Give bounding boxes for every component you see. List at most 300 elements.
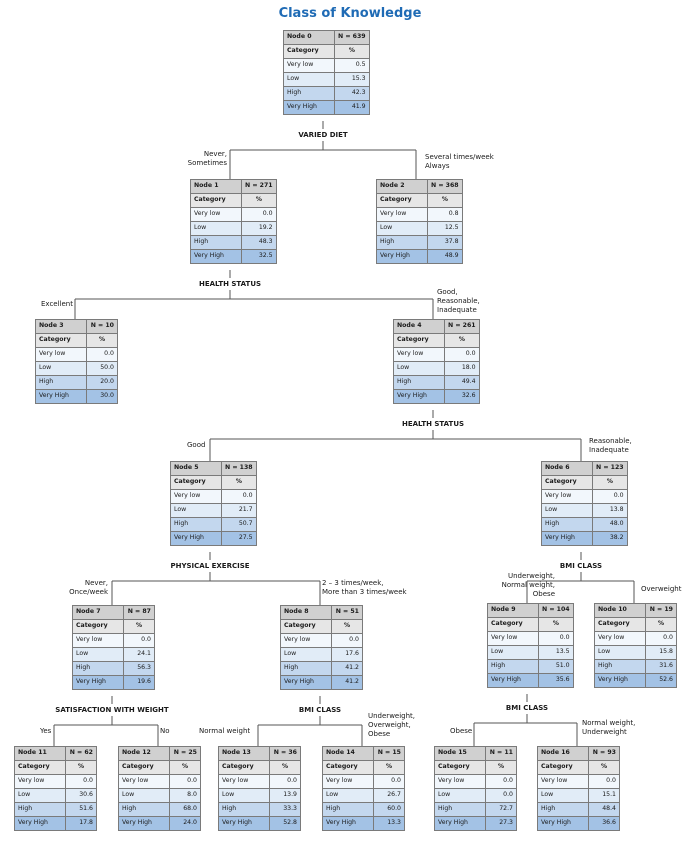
category-percent: 20.0 (87, 376, 118, 390)
category-row (284, 59, 370, 73)
node-header-row (219, 747, 301, 761)
category-column-header: Category (538, 761, 589, 775)
split-variable: VARIED DIET (298, 131, 348, 139)
node-column-header-row (15, 761, 97, 775)
node-column-header-row (191, 194, 277, 208)
node-column-header-row (281, 620, 363, 634)
node-label: Node 10 (595, 604, 646, 618)
tree-node (537, 746, 620, 831)
category-column-header: Category (281, 620, 332, 634)
category-percent: 13.3 (374, 817, 405, 831)
category-percent: 32.5 (242, 250, 277, 264)
category-name: High (538, 803, 589, 817)
category-percent: 0.0 (66, 775, 97, 789)
category-name: Low (394, 362, 445, 376)
category-percent: 0.0 (124, 634, 155, 648)
category-percent: 0.0 (589, 775, 620, 789)
category-row (394, 376, 480, 390)
category-percent: 27.5 (222, 532, 257, 546)
node-column-header-row (36, 334, 118, 348)
category-name: Very High (119, 817, 170, 831)
category-column-header: Category (488, 618, 539, 632)
category-percent: 52.8 (270, 817, 301, 831)
category-percent: 36.6 (589, 817, 620, 831)
category-column-header: Category (119, 761, 170, 775)
node-count: N = 368 (428, 180, 463, 194)
category-name: Low (323, 789, 374, 803)
node-label: Node 16 (538, 747, 589, 761)
category-name: Very low (191, 208, 242, 222)
category-row (281, 634, 363, 648)
category-percent: 0.0 (242, 208, 277, 222)
percent-column-header: % (374, 761, 405, 775)
node-label: Node 3 (36, 320, 87, 334)
node-header-row (323, 747, 405, 761)
category-name: Low (595, 646, 646, 660)
category-row (377, 208, 463, 222)
percent-column-header: % (270, 761, 301, 775)
category-percent: 30.0 (87, 390, 118, 404)
category-name: High (73, 662, 124, 676)
category-row (119, 803, 201, 817)
category-percent: 13.9 (270, 789, 301, 803)
category-row (323, 789, 405, 803)
node-column-header-row (284, 45, 370, 59)
category-name: Low (191, 222, 242, 236)
category-row (73, 676, 155, 690)
category-name: Low (73, 648, 124, 662)
category-row (171, 532, 257, 546)
node-count: N = 19 (646, 604, 677, 618)
category-name: Very High (15, 817, 66, 831)
category-row (377, 222, 463, 236)
node-label: Node 12 (119, 747, 170, 761)
category-percent: 30.6 (66, 789, 97, 803)
category-name: High (219, 803, 270, 817)
node-header-row (73, 606, 155, 620)
category-name: Very low (394, 348, 445, 362)
node-label: Node 9 (488, 604, 539, 618)
tree-node (170, 461, 257, 546)
category-percent: 32.6 (445, 390, 480, 404)
category-name: Very High (191, 250, 242, 264)
percent-column-header: % (646, 618, 677, 632)
category-percent: 48.0 (593, 518, 628, 532)
node-label: Node 8 (281, 606, 332, 620)
node-label: Node 13 (219, 747, 270, 761)
node-count: N = 261 (445, 320, 480, 334)
node-column-header-row (488, 618, 574, 632)
category-name: High (595, 660, 646, 674)
category-name: High (171, 518, 222, 532)
percent-column-header: % (428, 194, 463, 208)
category-percent: 33.3 (270, 803, 301, 817)
node-label: Node 1 (191, 180, 242, 194)
node-header-row (595, 604, 677, 618)
category-name: High (435, 803, 486, 817)
category-name: Low (36, 362, 87, 376)
node-label: Node 7 (73, 606, 124, 620)
node-label: Node 15 (435, 747, 486, 761)
category-percent: 48.9 (428, 250, 463, 264)
category-percent: 12.5 (428, 222, 463, 236)
node-header-row (36, 320, 118, 334)
category-name: High (284, 87, 335, 101)
node-label: Node 0 (284, 31, 335, 45)
node-header-row (542, 462, 628, 476)
category-percent: 0.0 (486, 789, 517, 803)
category-name: Low (542, 504, 593, 518)
category-row (73, 648, 155, 662)
category-row (191, 222, 277, 236)
node-label: Node 4 (394, 320, 445, 334)
category-percent: 52.6 (646, 674, 677, 688)
category-row (15, 817, 97, 831)
node-header-row (191, 180, 277, 194)
category-row (488, 646, 574, 660)
node-header-row (435, 747, 517, 761)
category-row (281, 648, 363, 662)
branch-label: Obese (450, 727, 473, 735)
category-name: Very low (538, 775, 589, 789)
category-percent: 68.0 (170, 803, 201, 817)
category-name: Low (284, 73, 335, 87)
category-column-header: Category (219, 761, 270, 775)
category-row (488, 660, 574, 674)
category-percent: 0.0 (646, 632, 677, 646)
category-name: Low (281, 648, 332, 662)
category-percent: 0.0 (222, 490, 257, 504)
split-variable: HEALTH STATUS (401, 420, 465, 428)
category-row (394, 390, 480, 404)
node-count: N = 138 (222, 462, 257, 476)
percent-column-header: % (332, 620, 363, 634)
category-row (323, 775, 405, 789)
category-name: High (377, 236, 428, 250)
category-percent: 49.4 (445, 376, 480, 390)
category-name: High (323, 803, 374, 817)
category-row (36, 362, 118, 376)
category-percent: 17.8 (66, 817, 97, 831)
category-row (119, 817, 201, 831)
category-row (538, 789, 620, 803)
category-percent: 0.0 (486, 775, 517, 789)
category-row (538, 775, 620, 789)
category-row (171, 490, 257, 504)
category-name: Low (219, 789, 270, 803)
node-column-header-row (119, 761, 201, 775)
percent-column-header: % (242, 194, 277, 208)
node-header-row (284, 31, 370, 45)
category-row (435, 789, 517, 803)
node-column-header-row (394, 334, 480, 348)
category-row (73, 634, 155, 648)
category-percent: 19.2 (242, 222, 277, 236)
split-variable: SATISFACTION WITH WEIGHT (55, 706, 169, 714)
node-header-row (119, 747, 201, 761)
category-row (191, 236, 277, 250)
tree-node (218, 746, 301, 831)
category-column-header: Category (191, 194, 242, 208)
branch-label: Underweight, Overweight, Obese (368, 712, 416, 738)
node-label: Node 2 (377, 180, 428, 194)
branch-label: Overweight (641, 585, 682, 593)
category-row (171, 504, 257, 518)
percent-column-header: % (539, 618, 574, 632)
node-column-header-row (542, 476, 628, 490)
split-variable: BMI CLASS (559, 562, 603, 570)
category-row (73, 662, 155, 676)
category-name: Very low (435, 775, 486, 789)
branch-label: Never, Sometimes (187, 150, 227, 167)
category-row (542, 532, 628, 546)
category-row (435, 817, 517, 831)
category-percent: 56.3 (124, 662, 155, 676)
category-percent: 31.6 (646, 660, 677, 674)
category-percent: 0.0 (539, 632, 574, 646)
category-row (542, 504, 628, 518)
category-name: Very High (73, 676, 124, 690)
category-row (394, 362, 480, 376)
category-name: Very High (284, 101, 335, 115)
category-percent: 48.3 (242, 236, 277, 250)
category-percent: 50.7 (222, 518, 257, 532)
category-name: Very low (595, 632, 646, 646)
tree-node (594, 603, 677, 688)
category-row (15, 775, 97, 789)
category-name: Very low (119, 775, 170, 789)
category-percent: 0.5 (335, 59, 370, 73)
category-percent: 17.6 (332, 648, 363, 662)
category-name: Very low (284, 59, 335, 73)
category-name: High (119, 803, 170, 817)
category-name: High (191, 236, 242, 250)
node-column-header-row (171, 476, 257, 490)
category-name: Very High (595, 674, 646, 688)
node-header-row (394, 320, 480, 334)
node-column-header-row (538, 761, 620, 775)
category-name: High (542, 518, 593, 532)
category-row (595, 660, 677, 674)
category-name: Very low (219, 775, 270, 789)
category-percent: 41.2 (332, 676, 363, 690)
category-row (219, 775, 301, 789)
category-percent: 0.0 (374, 775, 405, 789)
category-row (595, 674, 677, 688)
category-name: Very low (281, 634, 332, 648)
node-label: Node 6 (542, 462, 593, 476)
category-row (36, 348, 118, 362)
node-count: N = 62 (66, 747, 97, 761)
branch-label: Reasonable, Inadequate (589, 437, 632, 454)
category-percent: 0.0 (593, 490, 628, 504)
category-row (284, 101, 370, 115)
category-percent: 37.8 (428, 236, 463, 250)
category-row (488, 632, 574, 646)
category-row (542, 518, 628, 532)
tree-node (434, 746, 517, 831)
tree-title: Class of Knowledge (278, 6, 422, 21)
category-row (595, 646, 677, 660)
node-column-header-row (323, 761, 405, 775)
category-name: Very High (394, 390, 445, 404)
category-row (488, 674, 574, 688)
node-count: N = 87 (124, 606, 155, 620)
tree-node (322, 746, 405, 831)
category-percent: 15.8 (646, 646, 677, 660)
category-row (377, 236, 463, 250)
category-percent: 8.0 (170, 789, 201, 803)
split-variable: BMI CLASS (505, 704, 549, 712)
category-name: Very High (281, 676, 332, 690)
category-name: Very low (73, 634, 124, 648)
category-name: High (281, 662, 332, 676)
category-percent: 51.0 (539, 660, 574, 674)
category-row (323, 817, 405, 831)
category-column-header: Category (36, 334, 87, 348)
node-label: Node 14 (323, 747, 374, 761)
category-percent: 0.0 (270, 775, 301, 789)
category-row (377, 250, 463, 264)
category-column-header: Category (323, 761, 374, 775)
node-count: N = 15 (374, 747, 405, 761)
split-variable: HEALTH STATUS (198, 280, 262, 288)
category-name: Very High (488, 674, 539, 688)
category-row (435, 775, 517, 789)
category-name: Very High (171, 532, 222, 546)
node-header-row (171, 462, 257, 476)
tree-node (487, 603, 574, 688)
category-percent: 50.0 (87, 362, 118, 376)
category-column-header: Category (171, 476, 222, 490)
category-column-header: Category (284, 45, 335, 59)
tree-node (280, 605, 363, 690)
percent-column-header: % (486, 761, 517, 775)
branch-label: Normal weight, Underweight (582, 719, 636, 736)
category-name: Low (435, 789, 486, 803)
category-column-header: Category (15, 761, 66, 775)
category-name: Low (171, 504, 222, 518)
category-name: Very low (171, 490, 222, 504)
node-header-row (15, 747, 97, 761)
category-percent: 15.1 (589, 789, 620, 803)
category-percent: 24.1 (124, 648, 155, 662)
category-percent: 13.5 (539, 646, 574, 660)
category-row (219, 817, 301, 831)
tree-node (283, 30, 370, 115)
category-name: Very High (542, 532, 593, 546)
category-name: Low (488, 646, 539, 660)
category-row (171, 518, 257, 532)
category-row (36, 390, 118, 404)
category-row (15, 789, 97, 803)
category-name: Very High (323, 817, 374, 831)
percent-column-header: % (589, 761, 620, 775)
node-count: N = 639 (335, 31, 370, 45)
category-percent: 42.3 (335, 87, 370, 101)
category-name: Very High (377, 250, 428, 264)
tree-node (541, 461, 628, 546)
percent-column-header: % (445, 334, 480, 348)
percent-column-header: % (335, 45, 370, 59)
category-name: Very low (542, 490, 593, 504)
category-name: High (36, 376, 87, 390)
percent-column-header: % (170, 761, 201, 775)
tree-node (118, 746, 201, 831)
category-name: High (394, 376, 445, 390)
category-percent: 0.8 (428, 208, 463, 222)
category-percent: 0.0 (87, 348, 118, 362)
category-name: High (488, 660, 539, 674)
category-percent: 19.6 (124, 676, 155, 690)
category-row (542, 490, 628, 504)
node-column-header-row (435, 761, 517, 775)
category-percent: 41.9 (335, 101, 370, 115)
category-percent: 0.0 (332, 634, 363, 648)
category-column-header: Category (435, 761, 486, 775)
category-name: Very low (488, 632, 539, 646)
tree-node (190, 179, 277, 264)
node-column-header-row (73, 620, 155, 634)
percent-column-header: % (66, 761, 97, 775)
category-percent: 35.6 (539, 674, 574, 688)
node-header-row (488, 604, 574, 618)
category-name: Low (377, 222, 428, 236)
category-percent: 72.7 (486, 803, 517, 817)
category-name: High (15, 803, 66, 817)
node-header-row (538, 747, 620, 761)
category-name: Very low (323, 775, 374, 789)
category-column-header: Category (595, 618, 646, 632)
category-percent: 0.0 (445, 348, 480, 362)
category-percent: 26.7 (374, 789, 405, 803)
category-row (435, 803, 517, 817)
node-column-header-row (377, 194, 463, 208)
node-count: N = 104 (539, 604, 574, 618)
node-count: N = 11 (486, 747, 517, 761)
category-percent: 21.7 (222, 504, 257, 518)
category-row (191, 208, 277, 222)
category-row (36, 376, 118, 390)
category-column-header: Category (394, 334, 445, 348)
node-count: N = 93 (589, 747, 620, 761)
category-name: Very High (435, 817, 486, 831)
category-row (538, 817, 620, 831)
node-column-header-row (595, 618, 677, 632)
category-row (394, 348, 480, 362)
category-row (538, 803, 620, 817)
percent-column-header: % (222, 476, 257, 490)
branch-label: No (160, 727, 170, 735)
category-name: Very low (377, 208, 428, 222)
node-count: N = 123 (593, 462, 628, 476)
tree-node (393, 319, 480, 404)
tree-node (72, 605, 155, 690)
category-column-header: Category (73, 620, 124, 634)
category-row (219, 803, 301, 817)
node-count: N = 51 (332, 606, 363, 620)
category-row (281, 662, 363, 676)
percent-column-header: % (593, 476, 628, 490)
category-column-header: Category (542, 476, 593, 490)
category-column-header: Category (377, 194, 428, 208)
category-percent: 24.0 (170, 817, 201, 831)
category-row (595, 632, 677, 646)
category-name: Low (538, 789, 589, 803)
category-row (323, 803, 405, 817)
split-variable: PHYSICAL EXERCISE (170, 562, 250, 570)
percent-column-header: % (87, 334, 118, 348)
